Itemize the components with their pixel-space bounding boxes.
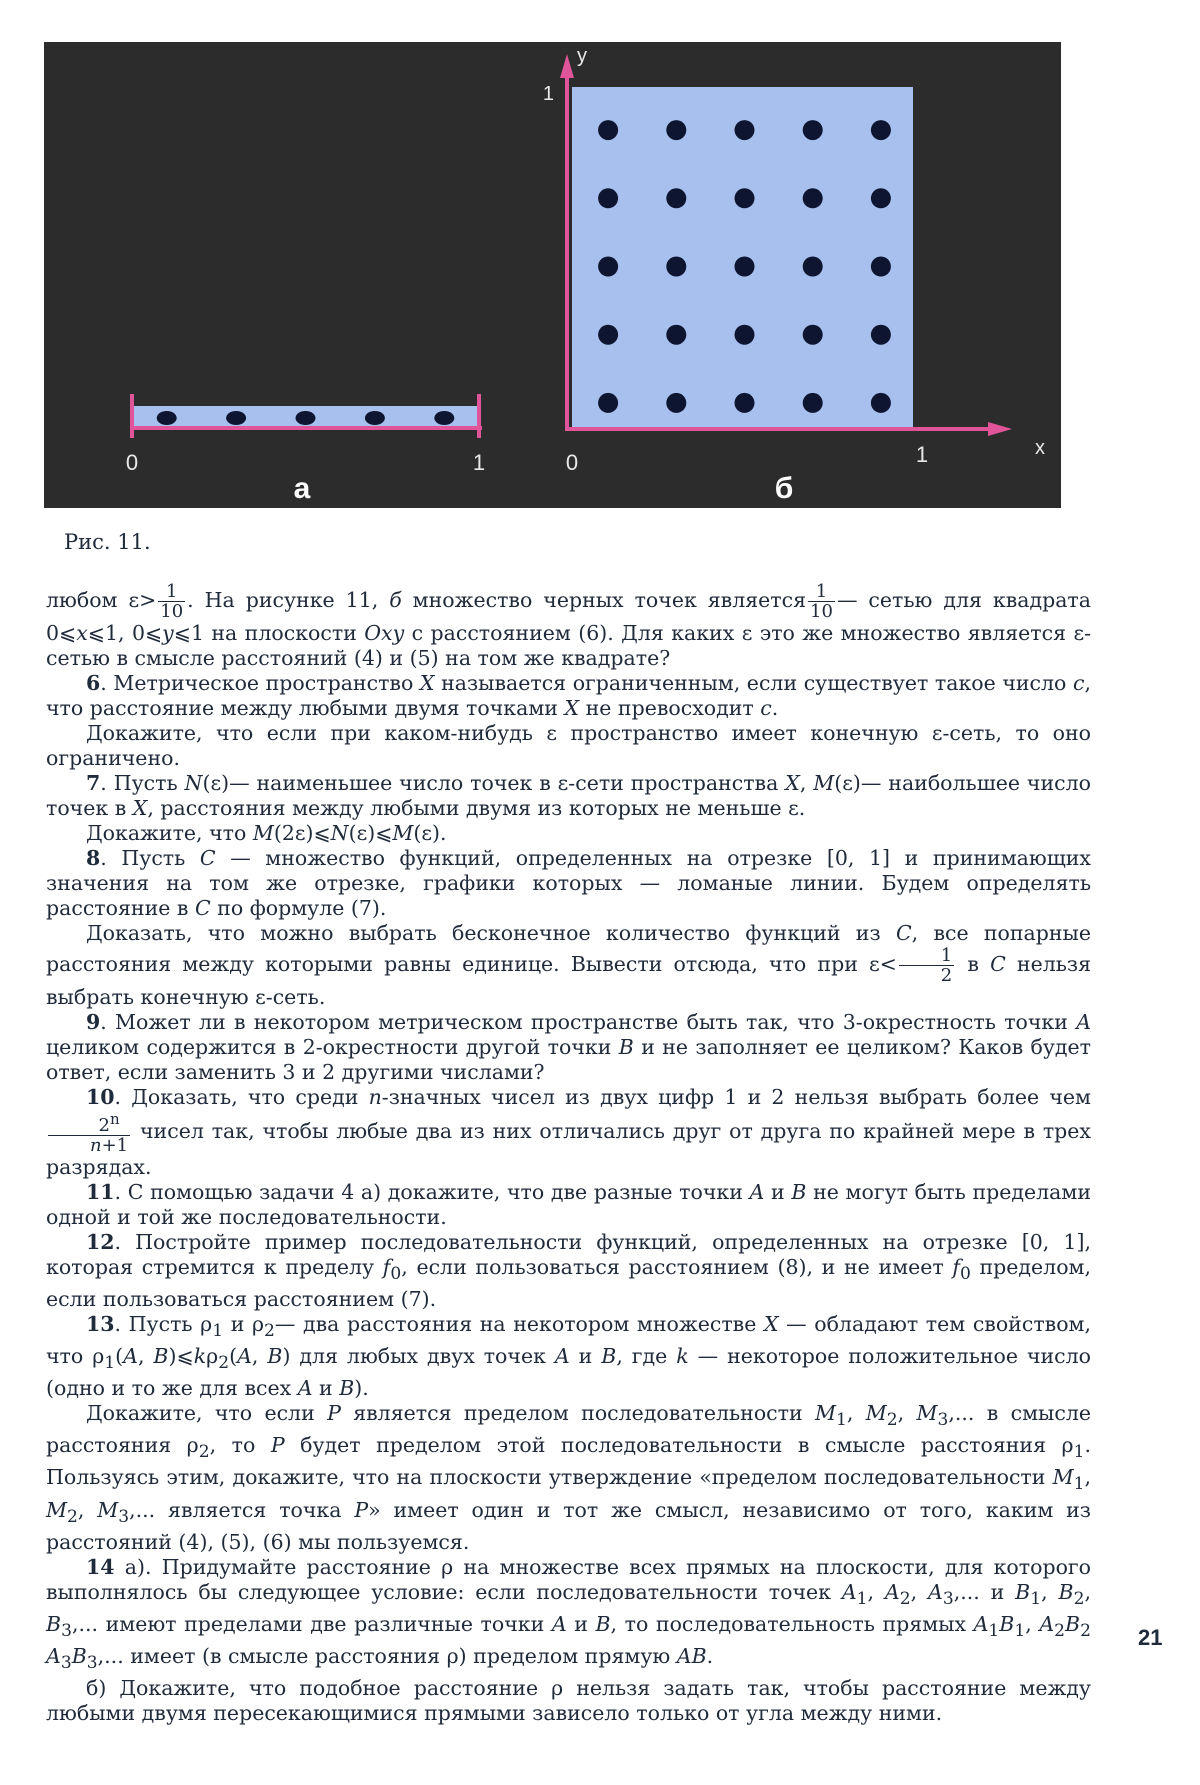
net-point-b — [598, 393, 618, 413]
paragraph: Доказать, что можно выбрать бесконечное количество функций из C, все попарные расстояния между которыми равны единице. Вывести отсюда, что при ε< $\frac{1}{2}$ в C нельзя выбрать конечную ε-сеть. — [46, 921, 1092, 1009]
paragraph: 7. Пусть N(ε)— наименьшее число точек в ε-сети пространства X, M(ε)— наибольшее число точек в X, расстояния между любыми двумя из которых не меньше ε. — [46, 771, 1091, 820]
paragraph: Докажите, что M(2ε)⩽N(ε)⩽M(ε). — [86, 821, 447, 845]
net-point-b — [735, 188, 755, 208]
net-point-b — [735, 325, 755, 345]
panel-a-one-label: 1 — [472, 450, 486, 475]
paragraph: Докажите, что если P является пределом последовательности $M_1$, $M_2$, $M_3$,... в смысле расстояния $\rho_2$, то P будет пределом этой последовательности в смысле расстояния $\rho_1$. Пользуясь этим, докажите, что на плоскости утверждение «пределом последовательности $M_1$, $M_2$, $M_3$,... является точка P» имеет один и тот же смысл, независимо от того, каким из расстояний (4), (5), (6) мы пользуемся. — [46, 1401, 1091, 1554]
net-point-a — [296, 411, 316, 425]
net-point-b — [803, 120, 823, 140]
paragraph: б) Докажите, что подобное расстояние ρ нельзя задать так, чтобы расстояние между любыми двумя пересекающимися прямыми зависело только от угла между ними. — [46, 1675, 1091, 1725]
net-point-b — [666, 325, 686, 345]
paragraph: любом ε> $\frac{1}{10}$ . На рисунке 11, б множество черных точек является $\frac{1}{10}$ — сетью для квадрата 0⩽x⩽1, 0⩽y⩽1 на плоскости Oxy с расстоянием (6). Для каких ε это же множество является ε-сетью в смысле расстояний (4) и (5) на том же квадрате? — [46, 581, 1091, 670]
net-point-b — [598, 188, 618, 208]
paragraph: 9. Может ли в некотором метрическом пространстве быть так, что 3-окрестность точки A целиком содержится в 2-окрестности другой точки B и не заполняет ее целиком? Каков будет ответ, если заменить 3 и 2 другими числами? — [46, 1010, 1091, 1084]
panel-a-label: а — [293, 472, 311, 505]
net-point-b — [735, 257, 755, 277]
panel-b-y-axis-label: y — [577, 45, 587, 67]
net-point-b — [803, 325, 823, 345]
paragraph: 14 а). Придумайте расстояние ρ на множестве всех прямых на плоскости, для которого выполнялось бы следующее условие: если последовательности точек $A_1$, $A_2$, $A_3$,... и $B_1$, $B_2$, $B_3$,... имеют пределами две различные точки A и B, то последовательность прямых $A_1B_1$, $A_2B_2$ $A_3B_3$,... имеет (в смысле расстояния ρ) пределом прямую AB. — [46, 1554, 1091, 1673]
paragraph: 11. С помощью задачи 4 а) докажите, что две разные точки A и B не могут быть пределами одной и той же последовательности. — [46, 1180, 1091, 1229]
net-point-b — [598, 325, 618, 345]
net-point-b — [871, 325, 891, 345]
page-body — [46, 582, 1091, 1726]
net-point-b — [666, 257, 686, 277]
paragraph: 12. Постройте пример последовательности функций, определенных на отрезке [0, 1], которая стремится к пределу $f_0$, если пользоваться расстоянием (8), и не имеет $f_0$ пределом, если пользоваться расстоянием (7). — [46, 1230, 1091, 1312]
net-point-b — [598, 120, 618, 140]
net-point-b — [803, 257, 823, 277]
net-point-a — [157, 411, 177, 425]
figure-11 — [44, 42, 1061, 508]
net-point-a — [365, 411, 385, 425]
figure-caption: Рис. 11. — [64, 530, 151, 554]
net-point-b — [666, 120, 686, 140]
paragraph: Докажите, что если при каком-нибудь ε пространство имеет конечную ε-сеть, то оно ограничено. — [46, 721, 1091, 770]
panel-b-label: б — [774, 472, 794, 505]
paragraph: 8. Пусть C — множество функций, определенных на отрезке [0, 1] и принимающих значения на том же отрезке, графики которых — ломаные линии. Будем определять расстояние в C по формуле (7). — [46, 846, 1091, 920]
figure-svg — [44, 42, 1061, 508]
panel-b-origin-label: 0 — [565, 450, 579, 475]
panel-a-zero-label: 0 — [125, 450, 139, 475]
panel-b-x-one-label: 1 — [915, 442, 929, 467]
net-point-b — [871, 188, 891, 208]
net-point-b — [803, 188, 823, 208]
paragraph: 6. Метрическое пространство X называется ограниченным, если существует такое число c, что расстояние между любыми двумя точками X не превосходит c. — [46, 671, 1091, 720]
net-point-b — [871, 120, 891, 140]
net-point-b — [735, 393, 755, 413]
net-point-b — [735, 120, 755, 140]
net-point-b — [871, 393, 891, 413]
net-point-b — [803, 393, 823, 413]
net-point-b — [666, 393, 686, 413]
net-point-a — [434, 411, 454, 425]
net-point-b — [598, 257, 618, 277]
page-number: 21 — [1138, 1625, 1163, 1650]
panel-b-x-arrow — [988, 422, 1012, 436]
net-point-b — [871, 257, 891, 277]
paragraph: 13. Пусть $\rho_1$ и $\rho_2—$ два расстояния на некотором множестве X — обладают тем свойством, что $\rho_1(A$, $B)⩽k\rho_2(A$, B) для любых двух точек A и B, где k — некоторое положительное число (одно и то же для всех A и B). — [46, 1312, 1092, 1401]
net-point-b — [666, 188, 686, 208]
panel-b-y-arrow — [560, 54, 574, 78]
panel-b-x-axis-label: x — [1035, 437, 1045, 459]
net-point-a — [226, 411, 246, 425]
paragraph: 10. Доказать, что среди n-значных чисел из двух цифр 1 и 2 нельзя выбрать более чем $\frac{2^n}{n+1}$ чисел так, чтобы любые два из них отличались друг от друга по крайней мере в трех разрядах. — [46, 1085, 1091, 1179]
panel-b-y-one-label: 1 — [542, 83, 554, 105]
